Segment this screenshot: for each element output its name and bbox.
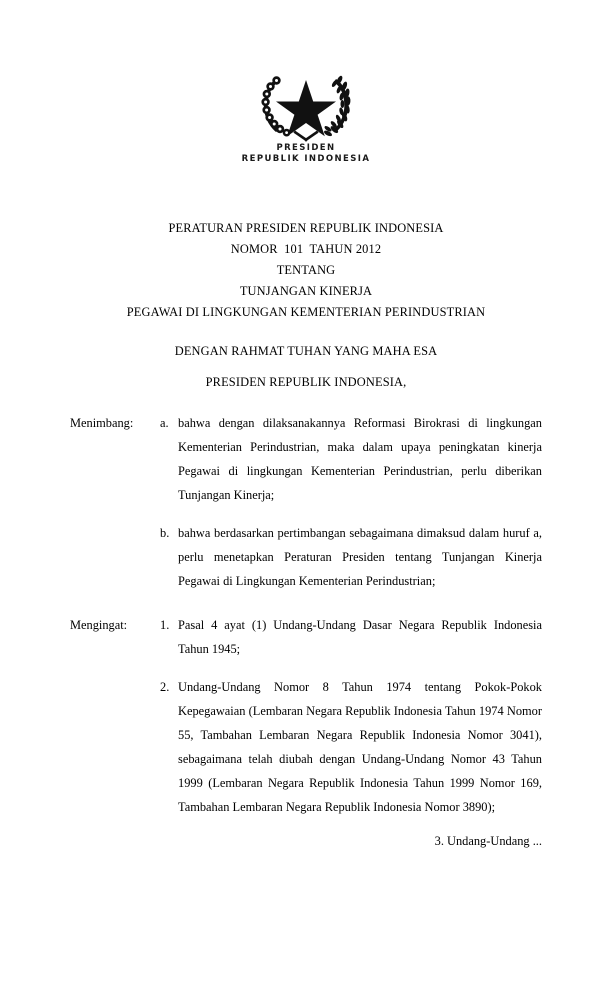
considering-text-a: bahwa dengan dilaksanakannya Reformasi Birokrasi di lingkungan Kementerian Perindustrian, maka dalam upaya peningkatan kinerja Pegawai di lingkungan Kementerian Perindustrian, perlu diberikan Tunjangan Kinerja; — [178, 416, 542, 502]
considering-section — [70, 411, 542, 593]
recalling-marker-1: 1. — [160, 618, 170, 632]
page-title: PERATURAN PRESIDEN REPUBLIK INDONESIA — [168, 221, 444, 235]
invocation-line: DENGAN RAHMAT TUHAN YANG MAHA ESA — [174, 344, 438, 358]
recalling-item-1 — [70, 613, 542, 661]
title-about-label: TENTANG — [276, 263, 336, 277]
considering-label: Menimbang: — [70, 416, 134, 430]
emblem-caption-line-1: PRESIDEN — [276, 143, 336, 153]
emblem-caption-line-2: REPUBLIK INDONESIA — [241, 153, 371, 164]
considering-item-a — [70, 411, 542, 507]
emblem-caption — [0, 143, 612, 164]
presidential-emblem-block — [0, 60, 612, 164]
recalling-section — [70, 613, 542, 819]
recalling-label: Mengingat: — [70, 618, 128, 632]
issuer-line: PRESIDEN REPUBLIK INDONESIA, — [205, 375, 407, 389]
recalling-text-1: Pasal 4 ayat (1) Undang-Undang Dasar Negara Republik Indonesia Tahun 1945; — [178, 618, 542, 656]
document-body — [70, 411, 542, 819]
regulation-number: NOMOR 101 TAHUN 2012 — [230, 242, 382, 256]
page-continuation-note: 3. Undang-Undang ... — [434, 834, 542, 848]
title-subject-line-2: PEGAWAI DI LINGKUNGAN KEMENTERIAN PERINDUSTRIAN — [126, 305, 486, 319]
considering-item-b — [70, 521, 542, 593]
opening-spacer — [0, 362, 612, 372]
recalling-marker-2: 2. — [160, 680, 170, 694]
recalling-item-2 — [70, 675, 542, 819]
considering-marker-a: a. — [160, 416, 169, 430]
recalling-text-2: Undang-Undang Nomor 8 Tahun 1974 tentang Pokok-Pokok Kepegawaian (Lembaran Negara Republik Indonesia Tahun 1974 Nomor 55, Tambahan Lembaran Negara Republik Indonesia Nomor 3041), sebagaimana telah diubah dengan Undang-Undang Nomor 43 Tahun 1999 (Lembaran Negara Republik Indonesia Tahun 1999 Nomor 169, Tambahan Lembaran Negara Republik Indonesia Nomor 3890); — [178, 680, 542, 814]
opening-invocation-block — [0, 341, 612, 393]
title-subject-line-1: TUNJANGAN KINERJA — [239, 284, 373, 298]
considering-text-b: bahwa berdasarkan pertimbangan sebagaimana dimaksud dalam huruf a, perlu menetapkan Peraturan Presiden tentang Tunjangan Kinerja Pegawai di Lingkungan Kementerian Perindustrian; — [178, 526, 542, 588]
indonesia-presidential-seal-icon — [248, 60, 364, 142]
considering-marker-b: b. — [160, 526, 170, 540]
document-title-block — [0, 218, 612, 323]
